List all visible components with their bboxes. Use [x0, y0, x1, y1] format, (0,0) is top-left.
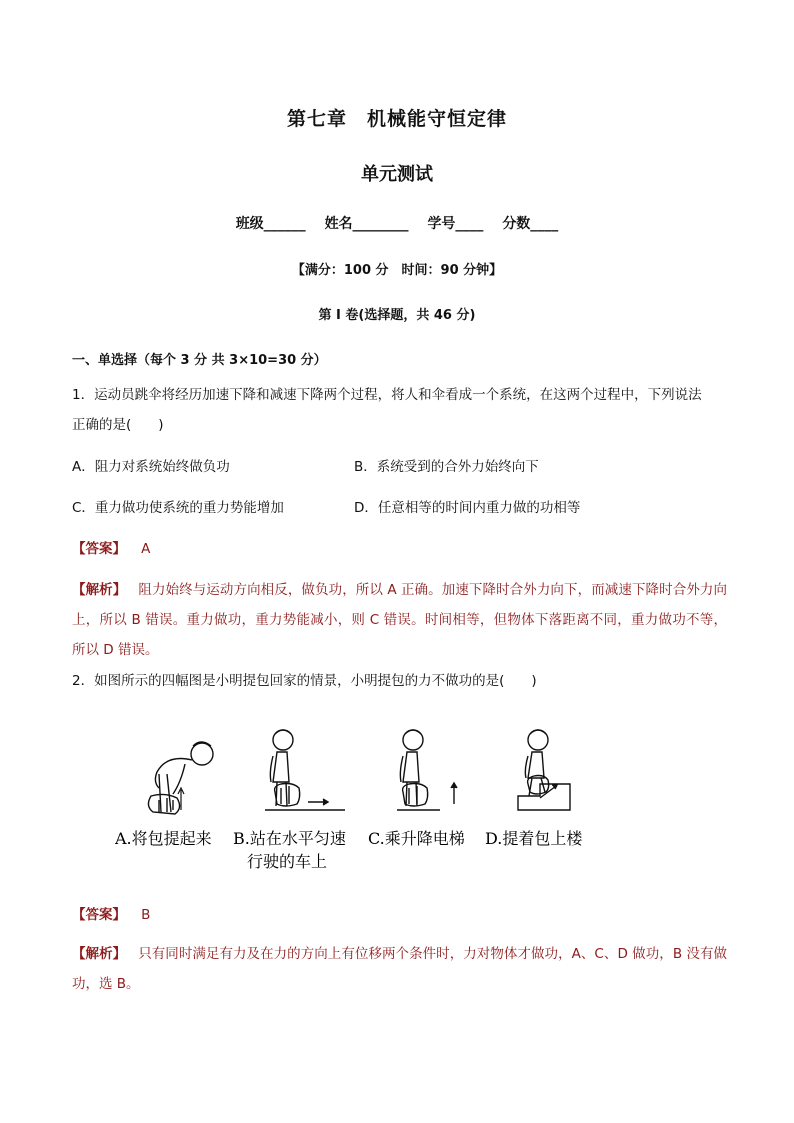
figure-b-caption-line-2: 行驶的车上: [247, 852, 328, 871]
exam-meta: 【满分：100 分 时间：90 分钟】: [291, 263, 503, 278]
page-subtitle: 单元测试: [361, 164, 433, 185]
answer-2-label: 【答案】: [72, 907, 126, 923]
figure-b-caption-line-1: B.站在水平匀速: [233, 829, 346, 848]
id-field: 学号____: [427, 216, 484, 232]
option-1d: D．任意相等的时间内重力做的功相等: [354, 500, 581, 516]
option-1a: A．阻力对系统始终做负功: [72, 459, 230, 475]
explanation-2-text: 只有同时满足有力及在力的方向上有位移两个条件时，力对物体才做功，A、C、D 做功，B 没有做功，选 B。: [72, 946, 728, 992]
question-2-stem: 2．如图所示的四幅图是小明提包回家的情景，小明提包的力不做功的是( ): [72, 673, 537, 689]
explanation-1-label: 【解析】: [72, 582, 127, 598]
answer-1: [72, 537, 150, 557]
section-heading: 一、单选择（每个 3 分 共 3×10=30 分）: [72, 353, 327, 368]
question-1-line-1: 1．运动员跳伞将经历加速下降和减速下降两个过程，将人和伞看成一个系统，在这两个过程中，下列说法: [72, 387, 702, 403]
figure-a-person-lifting-bag: [148, 742, 213, 814]
explanation-2-label: 【解析】: [72, 946, 127, 962]
score-field: 分数____: [502, 216, 559, 232]
volume-heading: 第 I 卷(选择题，共 46 分): [318, 308, 476, 323]
option-1b: B．系统受到的合外力始终向下: [354, 459, 539, 475]
figure-b-person-on-car: [265, 730, 345, 810]
answer-1-value: A: [141, 541, 151, 557]
page-title: 第七章 机械能守恒定律: [286, 108, 507, 130]
explanation-2: [72, 939, 727, 999]
name-field: 姓名________: [324, 216, 409, 232]
explanation-1: [72, 575, 727, 665]
question-2-figure: [115, 722, 615, 872]
answer-1-label: 【答案】: [72, 541, 126, 557]
answer-2-value: B: [141, 907, 151, 923]
answer-2: [72, 903, 150, 923]
class-field: 班级______: [235, 216, 306, 232]
question-1-stem: [72, 380, 724, 440]
explanation-1-text: 阻力始终与运动方向相反，做负功，所以 A 正确。加速下降时合外力向下，而减速下降时合外力向上，所以 B 错误。重力做功，重力势能减小，则 C 错误。时间相等，但物体下落距离不同，重力做功不等，所以 D 错误。: [72, 582, 727, 658]
figure-d-caption: D.提着包上楼: [485, 829, 583, 848]
question-1-line-2: 正确的是( ): [72, 417, 164, 433]
student-info-line: [0, 213, 794, 233]
figure-d-person-on-stairs: [518, 730, 570, 810]
figure-c-caption: C.乘升降电梯: [368, 829, 465, 848]
figure-a-caption: A.将包提起来: [115, 829, 212, 848]
option-1c: C．重力做功使系统的重力势能增加: [72, 500, 284, 516]
figure-c-person-in-elevator: [397, 730, 457, 810]
